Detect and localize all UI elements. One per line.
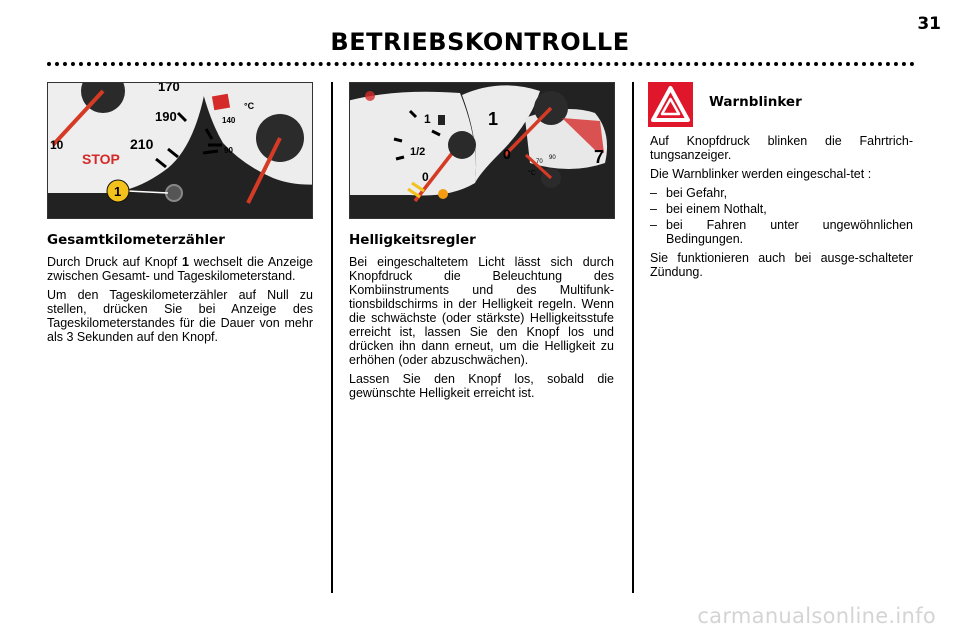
gauge-label: 1/2 <box>410 146 426 158</box>
gauge-label: 170 <box>158 83 180 94</box>
odometer-photo-drawing <box>48 83 312 218</box>
watermark: carmanualsonline.info <box>697 604 936 628</box>
brightness-paragraph-1: Bei eingeschaltetem Licht lässt sich durch Knopfdruck die Beleuchtung des Kombiinstruments und des Multifunk-tionsbildschirms in der Helligkeit regeln. Wenn die schwächste (oder stärkste) Helligkeitsstufe erreicht ist, lassen Sie den Knopf los und drücken ihn dann erneut, um die Helligkeit zu erhöhen (oder abzuschwächen). <box>349 255 614 367</box>
section-title-hazard: Warnblinker <box>709 94 802 110</box>
gauge-label: 190 <box>155 109 177 124</box>
stop-warning-label: STOP <box>82 151 120 167</box>
brightness-photo <box>349 82 615 219</box>
gauge-label: 1 <box>488 109 499 129</box>
brightness-photo-drawing <box>350 83 614 218</box>
gauge-label: 7 <box>594 147 605 167</box>
gauge-label: °C <box>528 170 536 177</box>
page-title: BETRIEBSKONTROLLE <box>330 28 630 56</box>
hazard-paragraph-2: Die Warnblinker werden eingeschal-tet : <box>650 167 872 181</box>
gauge-label: 10 <box>50 138 64 152</box>
gauge-label: 90 <box>224 146 233 155</box>
section-title-odometer: Gesamtkilometerzähler <box>47 232 225 248</box>
gauge-label: 1 <box>424 112 431 126</box>
odometer-p1-button-ref: 1 <box>182 255 189 269</box>
odometer-p1-post: wechselt die Anzeige zwischen Gesamt- und Tageskilometerstand. <box>47 255 314 283</box>
hazard-list <box>650 186 913 246</box>
gauge-label: 140 <box>222 116 236 125</box>
section-title-brightness: Helligkeitsregler <box>349 232 476 248</box>
gauge-label: 0 <box>503 146 511 162</box>
list-item: – bei Fahren unter ungewöhnlichen Bedingungen. <box>650 218 913 246</box>
list-item: – bei einem Nothalt, <box>650 202 913 216</box>
hazard-paragraph-3: Sie funktionieren auch bei ausge-schalteter Zündung. <box>650 251 913 279</box>
hazard-paragraph-1: Auf Knopfdruck blinken die Fahrtrich-tungsanzeiger. <box>650 134 913 162</box>
brightness-paragraph-2: Lassen Sie den Knopf los, sobald die gewünschte Helligkeit erreicht ist. <box>349 372 614 400</box>
odometer-paragraph-2: Um den Tageskilometerzähler auf Null zu stellen, drücken Sie bei Anzeige des Tageskilometerstandes für die Dauer von mehr als 3 Sekunden auf den Knopf. <box>47 288 313 344</box>
list-item: – bei Gefahr, <box>650 186 913 200</box>
odometer-text <box>47 255 313 349</box>
brightness-text <box>349 255 614 405</box>
dotted-divider <box>47 62 915 66</box>
odometer-photo <box>47 82 313 219</box>
odometer-paragraph-1 <box>47 255 313 283</box>
odometer-p1-pre: Durch Druck auf Knopf <box>47 255 183 269</box>
gauge-label: 70 <box>536 159 543 165</box>
gauge-label: 0 <box>422 170 429 184</box>
column-divider-right <box>632 82 634 593</box>
gauge-label: 210 <box>130 136 154 152</box>
hazard-text <box>650 134 913 284</box>
column-divider-left <box>331 82 333 593</box>
callout-number: 1 <box>114 184 122 199</box>
hazard-triangle-icon <box>648 82 693 127</box>
gauge-label: 90 <box>549 155 556 161</box>
page-number: 31 <box>917 14 941 34</box>
gauge-label: °C <box>244 101 255 111</box>
